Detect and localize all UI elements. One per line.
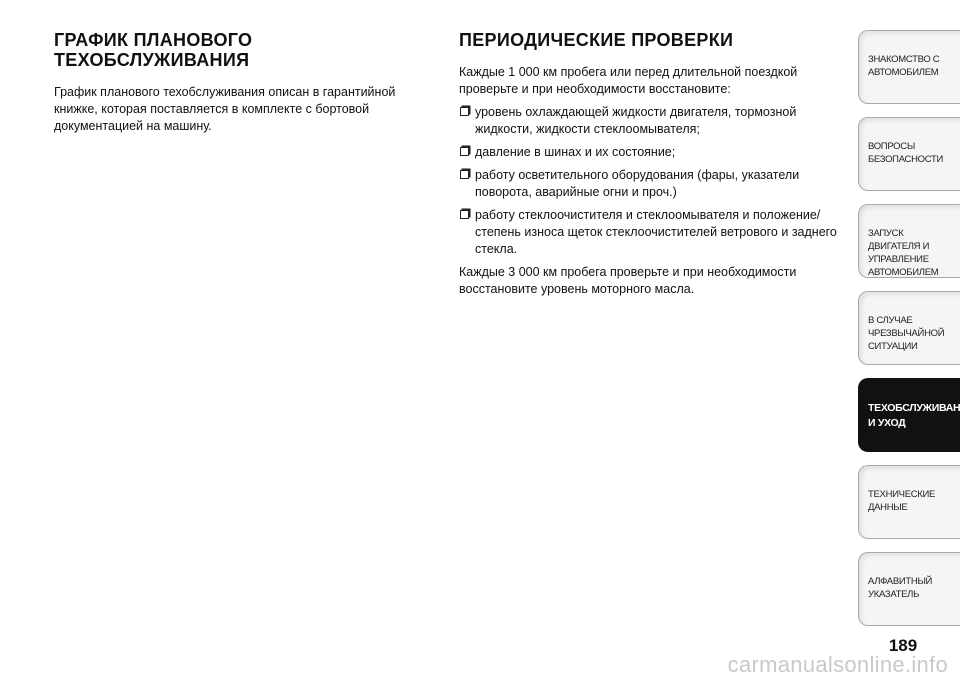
checkbox-icon <box>460 210 469 219</box>
watermark: carmanualsonline.info <box>727 652 948 677</box>
tab-emergency[interactable] <box>858 291 960 365</box>
tab-label: АЛФАВИТНЫЙ УКАЗАТЕЛЬ <box>868 576 933 600</box>
checkbox-icon <box>460 107 469 116</box>
checkbox-icon <box>460 170 469 179</box>
tab-label: ТЕХНИЧЕСКИЕ ДАННЫЕ <box>868 489 936 513</box>
tab-maintenance[interactable] <box>858 378 974 452</box>
maintenance-schedule-title <box>54 30 440 70</box>
checklist <box>459 104 847 258</box>
tab-label: ЗАПУСК ДВИГАТЕЛЯ И УПРАВЛЕНИЕ АВТОМОБИЛЕМ <box>868 228 939 278</box>
page-number: 189 <box>888 636 918 655</box>
right-column <box>459 30 847 298</box>
chapter-tabs <box>858 30 974 639</box>
tab-technical-data[interactable] <box>858 465 960 539</box>
tab-label: ВОПРОСЫ БЕЗОПАСНОСТИ <box>868 141 944 165</box>
left-column <box>54 30 440 135</box>
checklist-item-text: работу стеклоочистителя и стеклоомывателя и положение/ степень износа щеток стеклоочистителей ветрового и заднего стекла. <box>475 208 837 256</box>
title-line-2: ТЕХОБСЛУЖИВАНИЯ <box>54 50 250 70</box>
checklist-item-text: давление в шинах и их состояние; <box>475 145 676 159</box>
checklist-item <box>459 104 847 138</box>
periodic-checks-outro: Каждые 3 000 км пробега проверьте и при необходимости восстановите уровень моторного масла. <box>459 265 797 296</box>
checklist-item-text: работу осветительного оборудования (фары, указатели поворота, аварийные огни и проч.) <box>475 168 800 199</box>
tab-label: ЗНАКОМСТВО С АВТОМОБИЛЕМ <box>868 54 940 78</box>
tab-starting-driving[interactable] <box>858 204 960 278</box>
checklist-item <box>459 207 847 258</box>
tab-label: ТЕХОБСЛУЖИВАНИЕ И УХОД <box>868 402 974 429</box>
periodic-checks-intro: Каждые 1 000 км пробега или перед длительной поездкой проверьте и при необходимости восстановите: <box>459 65 798 96</box>
checklist-item-text: уровень охлаждающей жидкости двигателя, тормозной жидкости, жидкости стеклоомывателя; <box>475 105 797 136</box>
periodic-checks-title: ПЕРИОДИЧЕСКИЕ ПРОВЕРКИ <box>459 30 734 50</box>
tab-label: В СЛУЧАЕ ЧРЕЗВЫЧАЙНОЙ СИТУАЦИИ <box>868 315 945 352</box>
maintenance-schedule-text: График планового техобслуживания описан в гарантийной книжке, которая поставляется в комплекте с бортовой документацией на машину. <box>54 85 396 133</box>
tab-vehicle-intro[interactable] <box>858 30 960 104</box>
tab-safety[interactable] <box>858 117 960 191</box>
tab-index[interactable] <box>858 552 960 626</box>
checklist-item <box>459 167 847 201</box>
checklist-item <box>459 144 847 161</box>
title-line-1: ГРАФИК ПЛАНОВОГО <box>54 30 253 50</box>
checkbox-icon <box>460 147 469 156</box>
